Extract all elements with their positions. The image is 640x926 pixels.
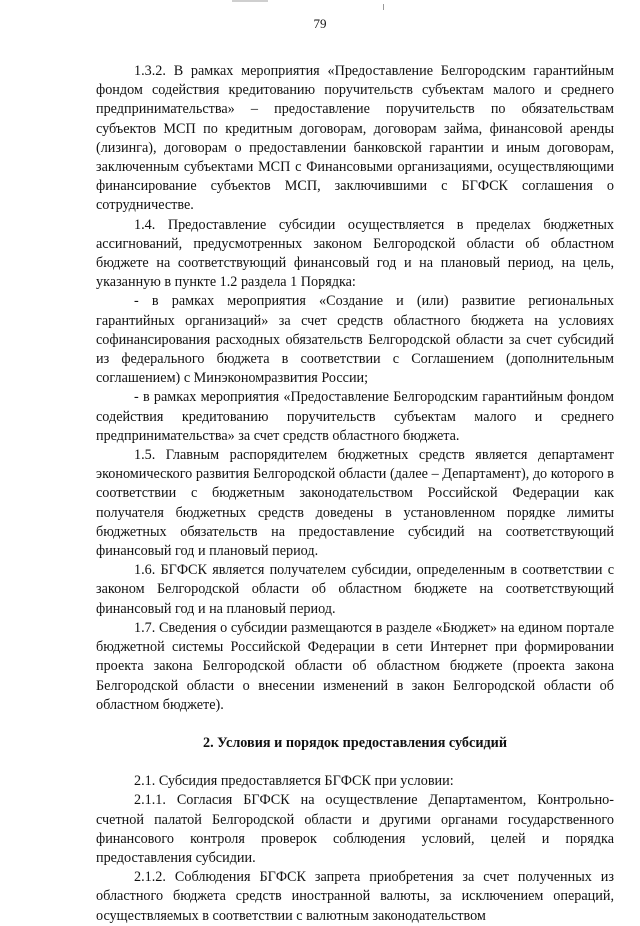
paragraph-1-5: 1.5. Главным распорядителем бюджетных средств является департамент экономического развития Белгородской области (далее – Департамент), до которого в соответствии с бюджетным законодательством Российской Федерации как получателя бюджетных средств доведены в установленном порядке лимиты бюджетных обязательств на предоставление субсидий на соответствующий финансовый год и плановый период. bbox=[96, 447, 614, 560]
document-body bbox=[96, 62, 614, 926]
paragraph-2-1-1: 2.1.1. Согласия БГФСК на осуществление Департаментом, Контрольно-счетной палатой Белгородской области и другими органами государственного финансового контроля проверок соблюдения условий, целей и порядка предоставления субсидии. bbox=[96, 792, 614, 866]
scan-mark bbox=[383, 4, 384, 10]
paragraph-2-1: 2.1. Субсидия предоставляется БГФСК при условии: bbox=[134, 773, 454, 790]
paragraph-1-3-2: 1.3.2. В рамках мероприятия «Предоставление Белгородским гарантийным фондом содействия кредитованию поручительств субъектам малого и среднего предпринимательства» – предоставление поручительств по обязательствам субъектов МСП по кредитным договорам, договорам займа, финансовой аренды (лизинга), договорам о предоставлении банковской гарантии и иным договорам, заключенным субъектами МСП с Финансовыми организациями, осуществляющими финансирование субъектов МСП, заключившими с БГФСК соглашения о сотрудничестве. bbox=[96, 63, 614, 214]
page-number: 79 bbox=[313, 16, 327, 31]
paragraph-1-6: 1.6. БГФСК является получателем субсидии, определенным в соответствии с законом Белгородской области об областном бюджете на соответствующий финансовый год и на плановый период. bbox=[96, 562, 614, 617]
paragraph-1-7: 1.7. Сведения о субсидии размещаются в разделе «Бюджет» на едином портале бюджетной системы Российской Федерации в сети Интернет при формировании проекта закона Белгородской области об областном бюджете (проекта закона Белгородской области о внесении изменений в закон Белгородской области об областном бюджете). bbox=[96, 619, 614, 713]
scan-smudge bbox=[232, 0, 268, 2]
paragraph-1-4-item-1: - в рамках мероприятия «Создание и (или) развитие региональных гарантийных организаций» за счет средств областного бюджета на условиях софинансирования расходных обязательств Белгородской области за счет субсидий из федерального бюджета в соответствии с Соглашением (дополнительным соглашением) с Минэкономразвития России; bbox=[96, 293, 614, 387]
paragraph-1-4-item-2: - в рамках мероприятия «Предоставление Белгородским гарантийным фондом содействия кредитованию поручительств субъектам малого и среднего предпринимательства» за счет средств областного бюджета. bbox=[96, 389, 614, 444]
section-heading: 2. Условия и порядок предоставления субсидий bbox=[202, 734, 508, 751]
paragraph-1-4: 1.4. Предоставление субсидии осуществляется в пределах бюджетных ассигнований, предусмотренных законом Белгородской области об областном бюджете на соответствующий финансовый год и на плановый период, на цель, указанную в пункте 1.2 раздела 1 Порядка: bbox=[96, 216, 614, 291]
paragraph-2-1-2: 2.1.2. Соблюдения БГФСК запрета приобретения за счет полученных из областного бюджета средств иностранной валюты, за исключением операций, осуществляемых в соответствии с валютным законодательством bbox=[96, 869, 614, 924]
